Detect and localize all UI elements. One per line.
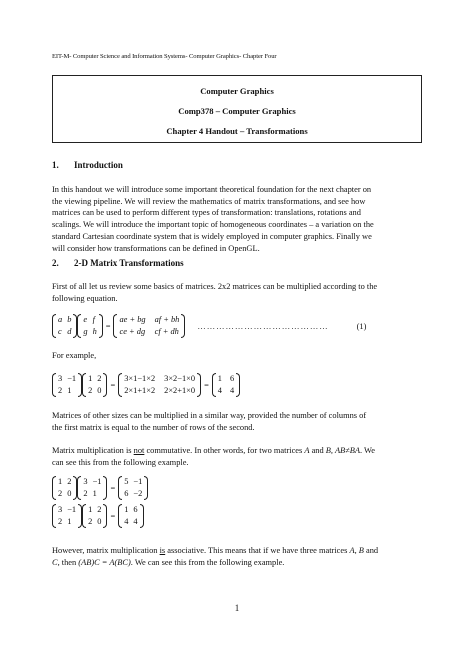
math-b: B (358, 546, 364, 555)
matrix-cell: g (83, 327, 88, 336)
matrix (118, 504, 143, 528)
math-associativity: (AB)C = A(BC) (78, 557, 131, 567)
matrix (212, 373, 240, 397)
equation-number: (1) (356, 321, 367, 331)
matrix-result (113, 314, 185, 338)
emphasis-is: is (159, 546, 166, 555)
emphasis-not: not (133, 446, 145, 455)
matrix-cell: −1 (67, 505, 77, 514)
matrix-cell: 1 (217, 374, 222, 383)
paragraph-line: the first matrix is equal to the number of rows of the second. (52, 422, 255, 432)
intro-line: matrices can be used to perform different types of transformation: translations, rotations and (52, 208, 361, 218)
matrix-cell: 0 (97, 517, 102, 526)
matrix-cell: 4 (124, 517, 129, 526)
math-a: A (349, 546, 355, 555)
matrix (82, 504, 107, 528)
matrix-ab (52, 314, 77, 338)
example-label: For example, (52, 351, 97, 360)
text-run: . We can see this from the following example. (130, 557, 285, 567)
page-number: 1 (234, 603, 240, 613)
matrix-cell: 1 (88, 374, 93, 383)
matrix-cell: f (92, 315, 95, 324)
matrix-cell: 3 (83, 477, 88, 486)
matrix-cell: 2×1+1×2 (124, 386, 156, 395)
matrix (82, 373, 107, 397)
text-run: and (309, 446, 326, 455)
intro-paragraph (52, 184, 422, 254)
matrix-cell: b (67, 315, 72, 324)
section-2-title: 2-D Matrix Transformations (74, 258, 184, 268)
text-run: However, matrix multiplication (52, 546, 160, 555)
section-2-heading (52, 258, 184, 268)
commutative-paragraph (52, 445, 375, 468)
associative-paragraph (52, 545, 378, 568)
equation-3: 1 2 2 0 3 −1 2 1 = 5 −1 6 −2 (52, 476, 148, 500)
matrix-cell: 2 (88, 386, 93, 395)
text-run: , then (57, 557, 79, 567)
section-1-number: 1. (52, 160, 59, 170)
matrix-cell: −1 (133, 477, 143, 486)
matrix-cell: 2 (97, 505, 102, 514)
matrix-cell: 3×1−1×2 (124, 374, 156, 383)
intro-line: scalings. We will introduce the important topic of homogeneous coordinates – a variation on the (52, 220, 374, 230)
equation-4: 3 −1 2 1 1 2 2 0 = 1 6 4 4 (52, 504, 144, 528)
paragraph-line (52, 445, 375, 457)
matrix-cell: −2 (133, 489, 143, 498)
paragraph-line (52, 557, 378, 569)
intro-line: In this handout we will introduce some important theoretical foundation for the next chapter on (52, 185, 372, 194)
matrix-cell: ae + bg (119, 315, 146, 324)
matrix-intro-paragraph (52, 281, 377, 304)
matrix-cell: d (67, 327, 72, 336)
matrix-cell: 2 (88, 517, 93, 526)
matrix-cell: 2 (83, 489, 88, 498)
paragraph-line: Matrices of other sizes can be multiplied in a similar way, provided the number of columns of (52, 411, 367, 420)
matrix-cell: a (58, 315, 63, 324)
matrix-cell: c (58, 327, 62, 336)
text-run: , (354, 546, 359, 555)
matrix (77, 476, 107, 500)
section-1-title: Introduction (74, 160, 123, 170)
matrix-cell: 1 (88, 505, 93, 514)
matrix-cell: 2×2+1×0 (164, 386, 196, 395)
intro-line: standard Cartesian coordinate system that is widely employed in computer graphics. Finally we (52, 231, 372, 241)
math-b: B (325, 446, 331, 455)
running-header: EIT-M- Computer Science and Information Systems- Computer Graphics- Chapter Four (52, 53, 277, 60)
equation-1: a b c d e f g h = ae + bg af + bh ce + dg cf + dh …………………………………… (1) (52, 314, 366, 338)
matrix-cell: h (92, 327, 97, 336)
equation-2: 3 −1 2 1 1 2 2 0 = 3×1−1×2 3×2−1×0 2×1+1×2 2×2+1×0 = 1 6 4 4 (52, 373, 240, 397)
math-ab-ne-ba: , AB≠BA (330, 446, 361, 455)
matrix-cell: 3 (58, 374, 63, 383)
matrix (52, 476, 77, 500)
sizes-paragraph (52, 410, 366, 433)
matrix-cell: e (83, 315, 88, 324)
matrix-cell: 1 (124, 505, 129, 514)
text-run: and (363, 546, 379, 555)
title-line-3: Chapter 4 Handout – Transformations (166, 126, 308, 136)
matrix (118, 373, 201, 397)
matrix-cell: −1 (67, 374, 77, 383)
intro-line: the viewing pipeline. We will review the mathematics of matrix transformations, and see how (52, 196, 366, 206)
matrix (52, 373, 82, 397)
matrix-cell: 2 (58, 489, 63, 498)
paragraph-line: First of all let us review some basics of matrices. 2x2 matrices can be multiplied according to the (52, 282, 378, 291)
matrix-cell: 4 (217, 386, 222, 395)
matrix-ef (77, 314, 102, 338)
matrix-cell: 1 (67, 517, 72, 526)
matrix-cell: 1 (58, 477, 63, 486)
matrix (118, 476, 148, 500)
title-box (52, 75, 422, 143)
matrix-cell: cf + dh (154, 327, 179, 336)
paragraph-line (52, 545, 378, 557)
section-2-number: 2. (52, 258, 59, 268)
matrix-cell: 6 (133, 505, 138, 514)
matrix-cell: 0 (67, 489, 72, 498)
matrix-cell: 1 (92, 489, 97, 498)
matrix (52, 504, 82, 528)
matrix-cell: 1 (67, 386, 72, 395)
matrix-cell: af + bh (154, 315, 180, 324)
intro-line: will consider how transformations can be defined in OpenGL. (52, 243, 260, 253)
title-line-2: Comp378 – Computer Graphics (178, 106, 296, 116)
math-a: A (304, 446, 310, 455)
matrix-cell: 4 (229, 386, 235, 395)
matrix-cell: 0 (97, 386, 102, 395)
matrix-cell: 2 (67, 477, 72, 486)
matrix-cell: 4 (133, 517, 138, 526)
paragraph-line: can see this from the following example. (52, 457, 189, 467)
matrix-cell: 3 (58, 505, 63, 514)
text-run: associative. This means that if we have three matrices (165, 546, 350, 555)
text-run: commutative. In other words, for two matrices (144, 446, 305, 455)
section-1-heading (52, 160, 123, 170)
matrix-cell: 6 (229, 374, 235, 383)
title-line-1: Computer Graphics (200, 86, 274, 96)
matrix-cell: 2 (97, 374, 102, 383)
matrix-cell: 6 (124, 489, 129, 498)
matrix-cell: 2 (58, 386, 63, 395)
matrix-cell: ce + dg (119, 327, 146, 336)
matrix-cell: −1 (92, 477, 102, 486)
matrix-cell: 3×2−1×0 (164, 374, 196, 383)
text-run: . We (360, 446, 376, 455)
math-c: C (52, 557, 58, 567)
leader-dots: …………………………………… (197, 321, 329, 331)
text-run: Matrix multiplication is (52, 446, 134, 455)
matrix-cell: 5 (124, 477, 129, 486)
matrix-cell: 2 (58, 517, 63, 526)
paragraph-line: following equation. (52, 293, 118, 303)
